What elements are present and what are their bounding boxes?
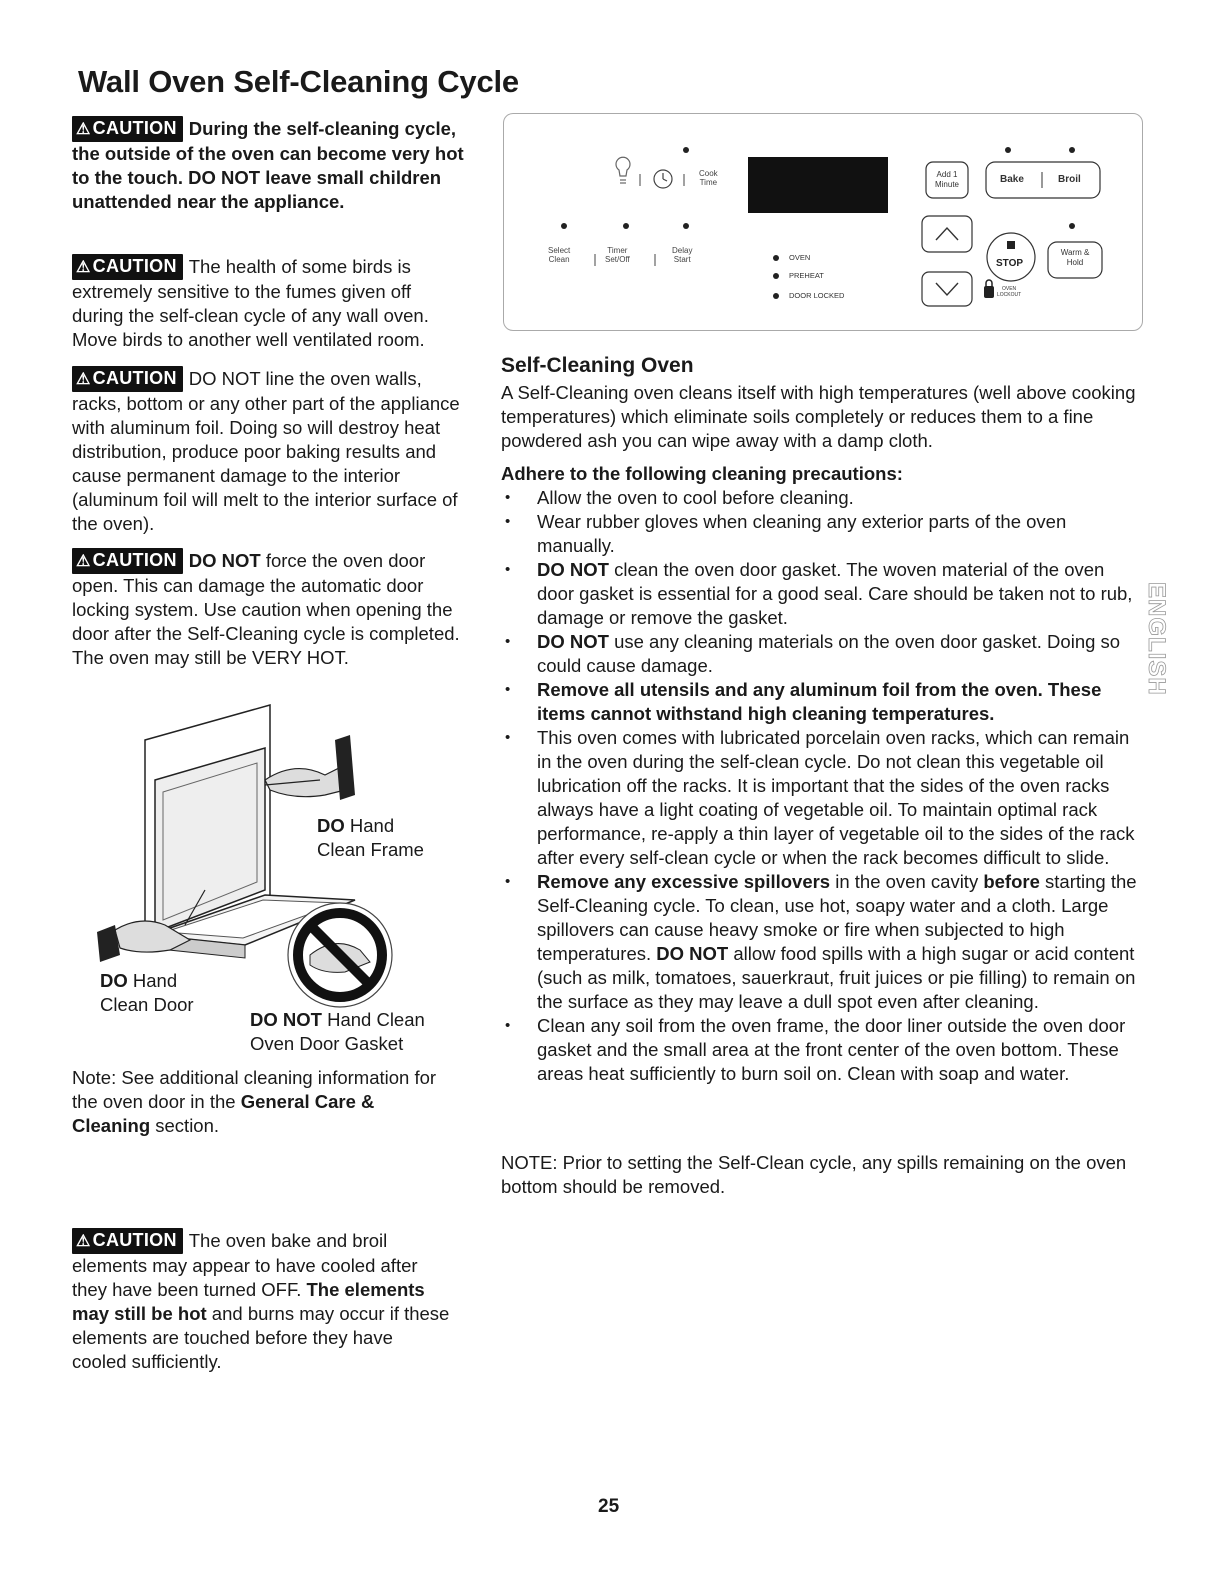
indicator-dot	[1005, 147, 1011, 153]
list-item: • DO NOT clean the oven door gasket. The woven material of the oven door gasket is essential for a good seal. Care should be taken not to rub, damage or remove the gasket.	[501, 558, 1146, 630]
list-item: • Remove any excessive spillovers in the oven cavity before starting the Self-Cleaning cycle. To clean, use hot, soapy water and a cloth. Large spillovers can cause heavy smoke or fire when subjected to high temperatures. DO NOT allow food spills with a high sugar or acid content (such as milk, tomatoes, sauerkraut, fruit juices or pie filling) to remain on the surface as they may leave a dull spot even after cleaning.	[501, 870, 1146, 1014]
caution-badge: ⚠ CAUTION	[72, 1228, 183, 1254]
caution-elements-hot: ⚠ CAUTION The oven bake and broil elements may appear to have cooled after they have been turned OFF. The elements may still be hot and burns may occur if these elements are touched before they have cooled sufficiently.	[72, 1230, 450, 1372]
preheat-indicator-label: PREHEAT	[789, 271, 824, 280]
precautions-heading: Adhere to the following cleaning precautions:	[501, 463, 903, 484]
oven-indicator-label: OVEN	[789, 253, 811, 262]
stop-button[interactable]: STOP	[996, 258, 1024, 269]
note-additional-cleaning: Note: See additional cleaning information for the oven door in the General Care & Cleaning section.	[72, 1067, 437, 1136]
caution-self-clean-hot: ⚠ CAUTION During the self-cleaning cycle, the outside of the oven can become very hot to the touch. DO NOT leave small children unattended near the appliance.	[72, 118, 464, 212]
down-arrow-button-shape	[922, 272, 972, 306]
indicator-dot	[1069, 147, 1075, 153]
light-icon	[616, 157, 630, 176]
page-title: Wall Oven Self-Cleaning Cycle	[78, 64, 519, 99]
indicator-dot	[1069, 223, 1075, 229]
language-tab-text: ENGLISH	[1143, 582, 1170, 696]
cook-time-button[interactable]: Cook Time	[699, 169, 718, 187]
list-item: • Remove all utensils and any aluminum foil from the oven. These items cannot withstand high cleaning temperatures.	[501, 678, 1146, 726]
list-item: • Allow the oven to cool before cleaning.	[501, 486, 1146, 510]
indicator-dot	[623, 223, 629, 229]
lock-icon	[984, 286, 994, 298]
caution-force-door: ⚠ CAUTION DO NOT force the oven door open. This can damage the automatic door locking system. Use caution when opening the door after the Self-Cleaning cycle is completed. The oven may still be VERY HOT.	[72, 550, 460, 668]
list-item: • Wear rubber gloves when cleaning any exterior parts of the oven manually.	[501, 510, 1146, 558]
list-item: • DO NOT use any cleaning materials on the oven door gasket. Doing so could cause damage.	[501, 630, 1146, 678]
list-item: • Clean any soil from the oven frame, the door liner outside the oven door gasket and the small area at the front center of the oven bottom. These areas heat sufficiently to burn soil on. Clean with soap and water.	[501, 1014, 1146, 1086]
note-prior-self-clean: NOTE: Prior to setting the Self-Clean cycle, any spills remaining on the oven bottom should be removed.	[501, 1152, 1127, 1197]
page-number: 25	[598, 1496, 620, 1517]
oven-lockout-label: OVEN LOCKOUT	[997, 286, 1022, 298]
preheat-led	[773, 273, 779, 279]
warning-icon: ⚠	[76, 1233, 91, 1250]
indicator-dot	[683, 223, 689, 229]
precautions-list	[501, 486, 1146, 1086]
oven-led	[773, 255, 779, 261]
warning-icon: ⚠	[76, 371, 91, 388]
caution-badge: ⚠ CAUTION	[72, 548, 183, 574]
indicator-dot	[683, 147, 689, 153]
list-item: • This oven comes with lubricated porcelain oven racks, which can remain in the oven during the self-clean cycle. Do not clean this vegetable oil lubrication off the racks. It is important that the sides of the oven racks always have a light coating of vegetable oil. To maintain optimal rack performance, re-apply a thin layer of vegetable oil to the sides of the rack after every self-clean cycle or when the rack becomes difficult to slide.	[501, 726, 1146, 870]
bake-button[interactable]: Bake	[1000, 174, 1024, 185]
warning-icon: ⚠	[76, 553, 91, 570]
label-do-hand-clean-door: DO Hand Clean Door	[100, 970, 194, 1015]
add-minute-button[interactable]: Add 1 Minute	[934, 170, 959, 189]
warning-icon: ⚠	[76, 259, 91, 276]
stop-button-shape	[987, 233, 1035, 281]
caution-badge: ⚠ CAUTION	[72, 116, 183, 142]
delay-start-button[interactable]: Delay Start	[672, 246, 693, 264]
broil-button[interactable]: Broil	[1058, 174, 1081, 185]
up-arrow-button-shape	[922, 216, 972, 252]
caution-badge: ⚠ CAUTION	[72, 366, 183, 392]
caution-aluminum-foil: ⚠ CAUTION DO NOT line the oven walls, racks, bottom or any other part of the appliance with aluminum foil. Doing so will destroy heat distribution, produce poor baking results and cause permanent damage to the interior (aluminum foil will melt to the interior surface of the oven).	[72, 368, 460, 534]
caution-badge: ⚠ CAUTION	[72, 254, 183, 280]
section-title: Self-Cleaning Oven	[501, 354, 694, 377]
intro-paragraph: A Self-Cleaning oven cleans itself with high temperatures (well above cooking temperatures) which eliminate soils completely or reduces them to a fine powdered ash you can wipe away with a damp cloth.	[501, 382, 1136, 451]
indicator-dot	[561, 223, 567, 229]
control-panel-diagram	[503, 113, 1143, 331]
label-do-hand-clean-frame: DO Hand Clean Frame	[317, 815, 424, 860]
warm-hold-button[interactable]: Warm & Hold	[1060, 248, 1090, 267]
door-locked-led	[773, 293, 779, 299]
label-do-not-hand-clean-gasket: DO NOT Hand Clean Oven Door Gasket	[250, 1009, 425, 1054]
select-clean-button[interactable]: Select Clean	[548, 246, 571, 264]
timer-button[interactable]: Timer Set/Off	[605, 246, 630, 264]
stop-icon	[1007, 241, 1015, 249]
language-tab	[1136, 578, 1170, 718]
door-locked-indicator-label: DOOR LOCKED	[789, 291, 845, 300]
display-screen	[748, 157, 888, 213]
warning-icon: ⚠	[76, 121, 91, 138]
caution-birds: ⚠ CAUTION The health of some birds is extremely sensitive to the fumes given off during the self-clean cycle of any wall oven. Move birds to another well ventilated room.	[72, 256, 429, 350]
